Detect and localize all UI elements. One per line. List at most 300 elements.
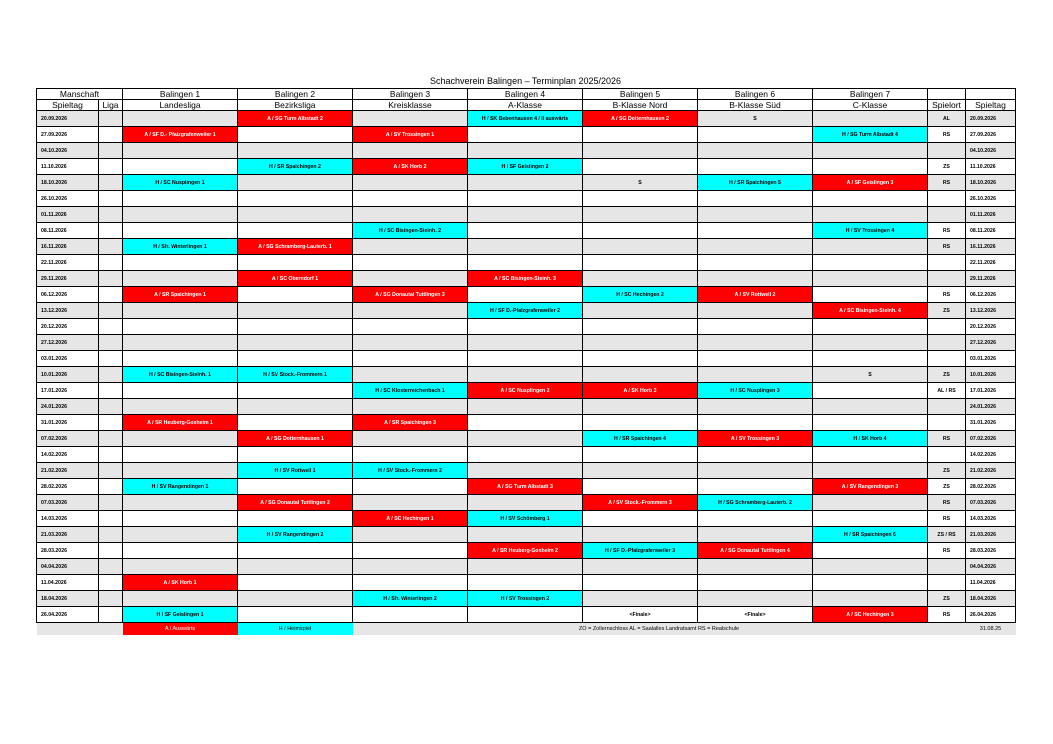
- match-cell: H / SV Rottweil 1: [238, 463, 353, 479]
- match-cell: [468, 559, 583, 575]
- match-cell: [353, 575, 468, 591]
- match-cell: [583, 447, 698, 463]
- spielort-cell: AL / RS: [928, 383, 966, 399]
- match-cell: [698, 127, 813, 143]
- spielort-cell: RS: [928, 431, 966, 447]
- match-cell: [123, 447, 238, 463]
- match-cell: [468, 463, 583, 479]
- date-cell: 20.12.2026: [37, 319, 99, 335]
- liga-cell: [99, 431, 123, 447]
- match-cell: [238, 223, 353, 239]
- table-row: [37, 207, 1016, 223]
- liga-cell: [99, 287, 123, 303]
- liga-cell: [99, 271, 123, 287]
- match-cell: [353, 399, 468, 415]
- date-cell: 22.11.2026: [37, 255, 99, 271]
- match-cell: [468, 319, 583, 335]
- match-cell: [698, 447, 813, 463]
- match-cell: [813, 575, 928, 591]
- spielort-cell: RS: [928, 175, 966, 191]
- date-cell-right: 11.04.2026: [966, 575, 1016, 591]
- match-cell: A / SV Rottweil 2: [698, 287, 813, 303]
- match-cell: A / SG Schramberg-Lauterb. 1: [238, 239, 353, 255]
- date-cell: 21.02.2026: [37, 463, 99, 479]
- match-cell: [123, 559, 238, 575]
- match-cell: [238, 415, 353, 431]
- spielort-cell: [928, 415, 966, 431]
- match-cell: [123, 495, 238, 511]
- match-cell: [583, 511, 698, 527]
- match-cell: [698, 143, 813, 159]
- match-cell: [353, 191, 468, 207]
- liga-cell: [99, 415, 123, 431]
- date-cell-right: 13.12.2026: [966, 303, 1016, 319]
- liga-cell: [99, 367, 123, 383]
- date-cell-right: 01.11.2026: [966, 207, 1016, 223]
- spielort-cell: [928, 143, 966, 159]
- date-cell-right: 26.10.2026: [966, 191, 1016, 207]
- match-cell: [353, 479, 468, 495]
- match-cell: [698, 239, 813, 255]
- match-cell: [353, 447, 468, 463]
- match-cell: [813, 287, 928, 303]
- header-spieltag: Spieltag: [37, 100, 99, 111]
- spielort-cell: ZS: [928, 367, 966, 383]
- date-cell: 28.02.2026: [37, 479, 99, 495]
- match-cell: [353, 607, 468, 623]
- match-cell: [238, 575, 353, 591]
- date-cell: 18.10.2026: [37, 175, 99, 191]
- date-cell-right: 27.12.2026: [966, 335, 1016, 351]
- table-row: [37, 303, 1016, 319]
- date-cell-right: 24.01.2026: [966, 399, 1016, 415]
- date-cell: 04.04.2026: [37, 559, 99, 575]
- table-row: [37, 415, 1016, 431]
- match-cell: [238, 319, 353, 335]
- match-cell: [698, 351, 813, 367]
- date-cell-right: 21.03.2026: [966, 527, 1016, 543]
- table-row: [37, 239, 1016, 255]
- match-cell: [468, 607, 583, 623]
- spielort-cell: RS: [928, 543, 966, 559]
- table-row: [37, 591, 1016, 607]
- match-cell: [238, 591, 353, 607]
- date-cell: 31.01.2026: [37, 415, 99, 431]
- match-cell: H / SV Trossingen 2: [468, 591, 583, 607]
- match-cell: [238, 303, 353, 319]
- match-cell: [353, 207, 468, 223]
- date-cell: 07.02.2026: [37, 431, 99, 447]
- date-cell-right: 14.02.2026: [966, 447, 1016, 463]
- date-cell-right: 27.09.2026: [966, 127, 1016, 143]
- match-cell: [123, 591, 238, 607]
- date-cell: 14.02.2026: [37, 447, 99, 463]
- match-cell: [583, 575, 698, 591]
- header-team-league: B-Klasse Süd: [698, 100, 813, 111]
- match-cell: [698, 511, 813, 527]
- date-cell: 20.09.2026: [37, 111, 99, 127]
- match-cell: S: [583, 175, 698, 191]
- table-row: [37, 527, 1016, 543]
- header-row-teams: [37, 89, 1016, 100]
- match-cell: A / SV Trossingen 3: [698, 431, 813, 447]
- header-spieltag-right: Spieltag: [966, 100, 1016, 111]
- date-cell: 28.03.2026: [37, 543, 99, 559]
- match-cell: [238, 559, 353, 575]
- match-cell: H / Sfr. Winterlingen 1: [123, 239, 238, 255]
- match-cell: [698, 479, 813, 495]
- match-cell: H / SR Spaichingen 5: [698, 175, 813, 191]
- match-cell: [468, 447, 583, 463]
- spielort-cell: [928, 255, 966, 271]
- liga-cell: [99, 543, 123, 559]
- match-cell: H / SV Rangendingen 2: [238, 527, 353, 543]
- table-row: [37, 399, 1016, 415]
- match-cell: A / SR Spaichingen 3: [353, 415, 468, 431]
- match-cell: A / SC Hechingen 1: [353, 511, 468, 527]
- match-cell: [813, 271, 928, 287]
- match-cell: [238, 143, 353, 159]
- table-row: [37, 479, 1016, 495]
- date-cell-right: 18.04.2026: [966, 591, 1016, 607]
- match-cell: [238, 335, 353, 351]
- match-cell: [583, 367, 698, 383]
- match-cell: H / SK Bebenhausen 4 / ll auswärts: [468, 111, 583, 127]
- match-cell: A / SG Donautal Tuttlingen 4: [698, 543, 813, 559]
- liga-cell: [99, 575, 123, 591]
- match-cell: A / SK Horb 1: [123, 575, 238, 591]
- match-cell: [583, 335, 698, 351]
- match-cell: [583, 319, 698, 335]
- table-row: [37, 543, 1016, 559]
- match-cell: [353, 143, 468, 159]
- table-row: [37, 159, 1016, 175]
- match-cell: [583, 303, 698, 319]
- date-cell-right: 20.09.2026: [966, 111, 1016, 127]
- spielort-cell: RS: [928, 239, 966, 255]
- match-cell: [353, 111, 468, 127]
- match-cell: [583, 559, 698, 575]
- date-cell-right: 28.02.2026: [966, 479, 1016, 495]
- table-row: [37, 143, 1016, 159]
- match-cell: [123, 111, 238, 127]
- table-row: [37, 383, 1016, 399]
- match-cell: [813, 591, 928, 607]
- date-cell: 24.01.2026: [37, 399, 99, 415]
- date-cell: 21.03.2026: [37, 527, 99, 543]
- match-cell: [123, 527, 238, 543]
- match-cell: H / SK Horb 4: [813, 431, 928, 447]
- match-cell: [698, 207, 813, 223]
- table-row: [37, 223, 1016, 239]
- match-cell: [123, 383, 238, 399]
- match-cell: H / SR Spaichingen 4: [583, 431, 698, 447]
- liga-cell: [99, 127, 123, 143]
- match-cell: [468, 207, 583, 223]
- match-cell: [468, 287, 583, 303]
- match-cell: [468, 431, 583, 447]
- match-cell: [698, 335, 813, 351]
- match-cell: [123, 191, 238, 207]
- match-cell: [583, 527, 698, 543]
- match-cell: [123, 303, 238, 319]
- match-cell: [123, 351, 238, 367]
- match-cell: A / SC Bisingen-Steinh. 3: [468, 271, 583, 287]
- legend-stand: 31.08.25: [966, 623, 1016, 636]
- liga-cell: [99, 239, 123, 255]
- match-cell: [238, 447, 353, 463]
- match-cell: H / SF Geislingen 2: [468, 159, 583, 175]
- match-cell: A / SC Bisingen-Steinh. 4: [813, 303, 928, 319]
- match-cell: [698, 399, 813, 415]
- date-cell-right: 16.11.2026: [966, 239, 1016, 255]
- match-cell: [353, 351, 468, 367]
- spielort-cell: ZS: [928, 159, 966, 175]
- match-cell: A / SG Turm Albstadt 2: [238, 111, 353, 127]
- header-team-league: Bezirksliga: [238, 100, 353, 111]
- match-cell: [698, 559, 813, 575]
- header-team-name: Balingen 2: [238, 89, 353, 100]
- match-cell: [698, 575, 813, 591]
- match-cell: A / SG Donautal Tuttlingen 3: [353, 287, 468, 303]
- spielort-cell: RS: [928, 495, 966, 511]
- date-cell: 27.12.2026: [37, 335, 99, 351]
- match-cell: [238, 383, 353, 399]
- date-cell: 11.10.2026: [37, 159, 99, 175]
- match-cell: [123, 543, 238, 559]
- match-cell: H / SC Nusplingen 3: [698, 383, 813, 399]
- table-row: [37, 559, 1016, 575]
- date-cell: 08.11.2026: [37, 223, 99, 239]
- table-row: [37, 287, 1016, 303]
- match-cell: A / SR Heuberg-Gosheim 2: [468, 543, 583, 559]
- match-cell: H / SG Turm Albstadt 4: [813, 127, 928, 143]
- date-cell: 01.11.2026: [37, 207, 99, 223]
- table-row: [37, 367, 1016, 383]
- match-cell: A / SG Turm Albstadt 3: [468, 479, 583, 495]
- match-cell: A / SG Dotternhausen 1: [238, 431, 353, 447]
- match-cell: [238, 479, 353, 495]
- liga-cell: [99, 319, 123, 335]
- match-cell: [468, 367, 583, 383]
- match-cell: H / SC Bisingen-Steinh. 1: [123, 367, 238, 383]
- match-cell: [238, 511, 353, 527]
- date-cell: 03.01.2026: [37, 351, 99, 367]
- page-title: Schachverein Balingen – Terminplan 2025/2026: [430, 76, 621, 86]
- date-cell-right: 28.03.2026: [966, 543, 1016, 559]
- match-cell: H / SV Rangendingen 1: [123, 479, 238, 495]
- table-row: [37, 319, 1016, 335]
- match-cell: H / SR Spaichingen 6: [813, 527, 928, 543]
- liga-cell: [99, 495, 123, 511]
- match-cell: H / SF Geislingen 1: [123, 607, 238, 623]
- match-cell: [468, 223, 583, 239]
- date-cell: 29.11.2026: [37, 271, 99, 287]
- liga-cell: [99, 463, 123, 479]
- match-cell: [238, 175, 353, 191]
- spielort-cell: RS: [928, 287, 966, 303]
- match-cell: [353, 431, 468, 447]
- match-cell: H / Sfr. Winterlingen 2: [353, 591, 468, 607]
- match-cell: H / SV Stock.-Frommern 1: [238, 367, 353, 383]
- spielort-cell: ZS: [928, 463, 966, 479]
- match-cell: [583, 591, 698, 607]
- legend-heimspiel: H / Heimspiel: [238, 623, 353, 636]
- match-cell: H / SR Spaichingen 2: [238, 159, 353, 175]
- match-cell: [123, 399, 238, 415]
- header-team-league: A-Klasse: [468, 100, 583, 111]
- match-cell: H / SV Stock.-Frommern 2: [353, 463, 468, 479]
- legend-blank: [37, 623, 123, 636]
- spielort-cell: RS: [928, 511, 966, 527]
- date-cell: 16.11.2026: [37, 239, 99, 255]
- match-cell: H / SC Hechingen 2: [583, 287, 698, 303]
- table-row: [37, 111, 1016, 127]
- table-row: [37, 127, 1016, 143]
- match-cell: H / SF D.-Pfalzgrafenweiler 3: [583, 543, 698, 559]
- match-cell: [583, 223, 698, 239]
- match-cell: [353, 543, 468, 559]
- match-cell: [813, 351, 928, 367]
- match-cell: [468, 495, 583, 511]
- match-cell: [583, 143, 698, 159]
- date-cell-right: 11.10.2026: [966, 159, 1016, 175]
- liga-cell: [99, 399, 123, 415]
- match-cell: [813, 255, 928, 271]
- table-row: [37, 255, 1016, 271]
- match-cell: [698, 255, 813, 271]
- match-cell: [353, 367, 468, 383]
- match-cell: [583, 479, 698, 495]
- match-cell: [698, 463, 813, 479]
- match-cell: [468, 399, 583, 415]
- liga-cell: [99, 383, 123, 399]
- match-cell: [353, 271, 468, 287]
- match-cell: A / SC Nusplingen 2: [468, 383, 583, 399]
- match-cell: S: [698, 111, 813, 127]
- match-cell: [583, 463, 698, 479]
- match-cell: H / SC Nusplingen 1: [123, 175, 238, 191]
- spielort-cell: [928, 319, 966, 335]
- match-cell: [698, 415, 813, 431]
- match-cell: [238, 399, 353, 415]
- header-mannschaft: Manschaft: [37, 89, 123, 100]
- match-cell: [813, 447, 928, 463]
- match-cell: A / SF D.- Pfalzgrafenweiler 1: [123, 127, 238, 143]
- spielort-cell: [928, 559, 966, 575]
- match-cell: [468, 575, 583, 591]
- match-cell: H / SG Schramberg-Lauterb. 2: [698, 495, 813, 511]
- date-cell-right: 18.10.2026: [966, 175, 1016, 191]
- match-cell: [813, 495, 928, 511]
- header-team-league: Landesliga: [123, 100, 238, 111]
- match-cell: [813, 143, 928, 159]
- match-cell: [353, 527, 468, 543]
- liga-cell: [99, 175, 123, 191]
- match-cell: [583, 255, 698, 271]
- match-cell: [238, 207, 353, 223]
- match-cell: [468, 335, 583, 351]
- match-cell: [468, 175, 583, 191]
- match-cell: [123, 463, 238, 479]
- spielort-cell: ZS: [928, 591, 966, 607]
- match-cell: [698, 303, 813, 319]
- date-cell-right: 14.03.2026: [966, 511, 1016, 527]
- match-cell: A / SF Geislingen 3: [813, 175, 928, 191]
- match-cell: [123, 255, 238, 271]
- liga-cell: [99, 527, 123, 543]
- match-cell: [813, 399, 928, 415]
- liga-cell: [99, 559, 123, 575]
- match-cell: H / SC Bisingen-Steinh. 2: [353, 223, 468, 239]
- table-row: [37, 511, 1016, 527]
- table-row: [37, 575, 1016, 591]
- spielort-cell: [928, 335, 966, 351]
- match-cell: [353, 335, 468, 351]
- match-cell: [813, 511, 928, 527]
- liga-cell: [99, 255, 123, 271]
- date-cell: 13.12.2026: [37, 303, 99, 319]
- table-row: [37, 447, 1016, 463]
- match-cell: [123, 511, 238, 527]
- match-cell: [583, 127, 698, 143]
- date-cell-right: 29.11.2026: [966, 271, 1016, 287]
- match-cell: [813, 415, 928, 431]
- schedule-table: [36, 88, 1016, 635]
- match-cell: [353, 559, 468, 575]
- match-cell: S: [813, 367, 928, 383]
- match-cell: [583, 415, 698, 431]
- header-blank: [966, 89, 1016, 100]
- header-blank: [928, 89, 966, 100]
- match-cell: [813, 239, 928, 255]
- liga-cell: [99, 191, 123, 207]
- date-cell-right: 04.10.2026: [966, 143, 1016, 159]
- match-cell: [468, 255, 583, 271]
- date-cell: 26.04.2026: [37, 607, 99, 623]
- match-cell: [468, 527, 583, 543]
- spielort-cell: ZS: [928, 479, 966, 495]
- match-cell: A / SV Stock.-Frommern 3: [583, 495, 698, 511]
- match-cell: [583, 207, 698, 223]
- spielort-cell: RS: [928, 223, 966, 239]
- liga-cell: [99, 591, 123, 607]
- date-cell-right: 06.12.2026: [966, 287, 1016, 303]
- match-cell: A / SR Spaichingen 1: [123, 287, 238, 303]
- match-cell: [123, 223, 238, 239]
- header-team-name: Balingen 4: [468, 89, 583, 100]
- spielort-cell: [928, 399, 966, 415]
- match-cell: [813, 559, 928, 575]
- match-cell: [123, 319, 238, 335]
- match-cell: [468, 239, 583, 255]
- match-cell: [813, 111, 928, 127]
- header-row-leagues: [37, 100, 1016, 111]
- match-cell: [813, 319, 928, 335]
- match-cell: [123, 143, 238, 159]
- match-cell: [238, 351, 353, 367]
- match-cell: [123, 271, 238, 287]
- header-team-name: Balingen 5: [583, 89, 698, 100]
- match-cell: [353, 239, 468, 255]
- date-cell-right: 04.04.2026: [966, 559, 1016, 575]
- match-cell: [468, 143, 583, 159]
- date-cell-right: 31.01.2026: [966, 415, 1016, 431]
- table-row: [37, 175, 1016, 191]
- liga-cell: [99, 607, 123, 623]
- match-cell: [583, 191, 698, 207]
- header-liga: Liga: [99, 100, 123, 111]
